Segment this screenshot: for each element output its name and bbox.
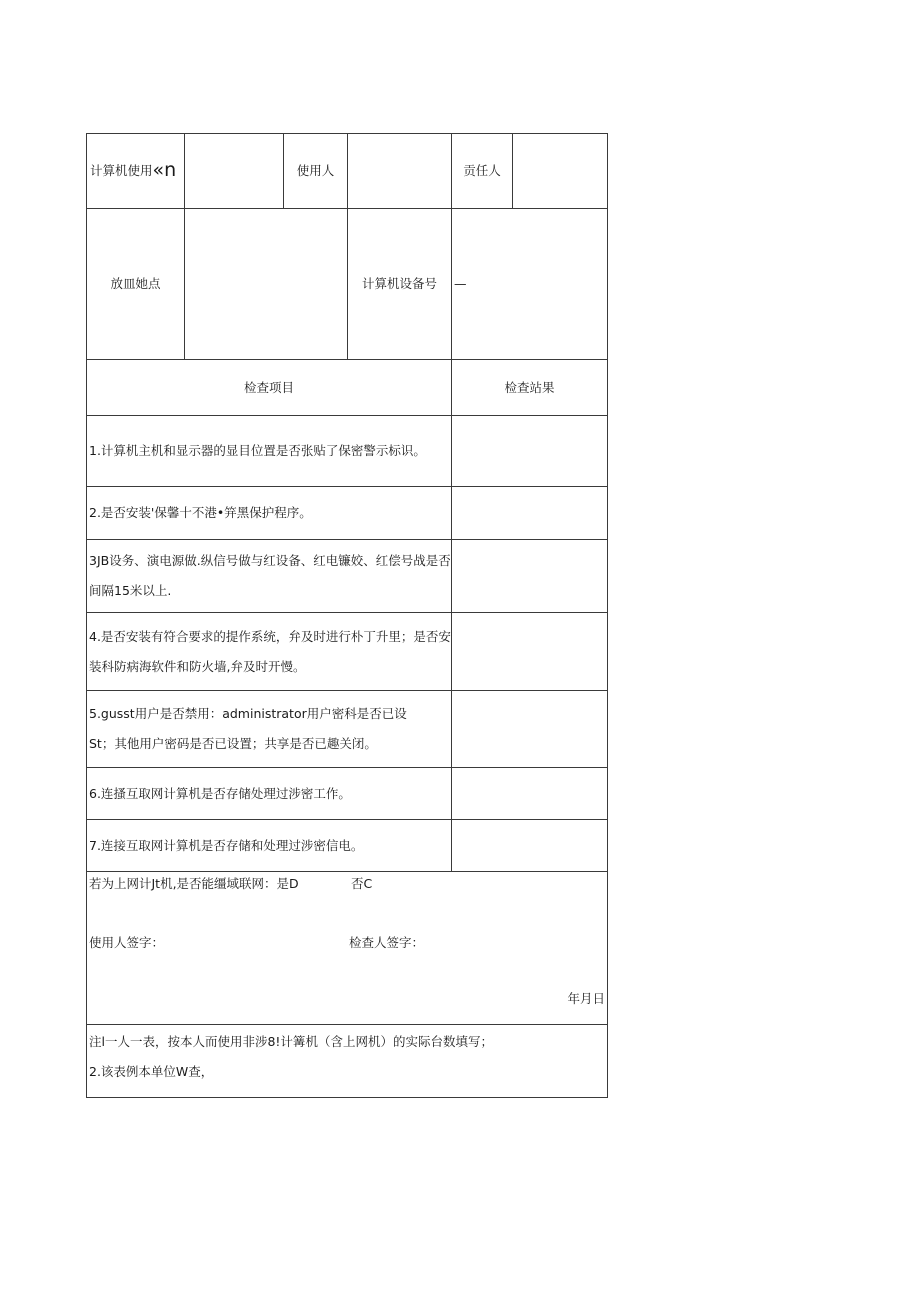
location-label: 放皿她点 [110,276,161,292]
note-2: 2.该表例本单位W查， [89,1064,214,1079]
check-item-4 [87,613,451,690]
computer-label [90,134,185,208]
location-value-field[interactable] [185,209,347,359]
inspection-form [86,133,608,1098]
device-no-value[interactable]: — [454,276,467,292]
check-item-text: 3JB设务、演电源做.纵信号做与红设备、红电镰姣、红偿号战是否 [89,553,451,568]
responsible-value-field[interactable] [513,134,607,208]
user-signature-label: 使用人签字： [89,935,165,950]
check-item-2 [87,487,451,539]
check-item-text: 1.计算机主机和显示器的显目位置是否张贴了保密警示标识。 [89,443,426,458]
col-divider [451,208,452,359]
check-item-6 [87,768,451,819]
check-item-7 [87,820,451,871]
check-result-1[interactable] [452,416,607,486]
responsible-label: 贡任人 [463,163,501,179]
check-result-2[interactable] [452,487,607,539]
computer-label-text: 计算机使用 [90,163,153,179]
device-no-label: 计算机设备号 [361,276,437,292]
computer-label-tail: «n [152,159,177,182]
check-item-text: 7.连接互取网计算机是否存储和处理过涉密信电。 [89,837,364,853]
note-1: 注l一人一表，按本人而使用非涉8!计篝机（含上网机）的实际台数填写； [89,1034,493,1049]
signoff-block [87,872,607,1024]
check-item-text: 5.gusst用户是否禁用：administrator用户密科是否已设 [89,706,407,721]
check-item-text: 4.是否安装有符合要求的提作系统，弁及时进行朴丁升里；是否安 [89,628,451,644]
check-result-3[interactable] [452,540,607,612]
check-item-text: 装科防病海软件和防火墙,弁及时开慢。 [89,658,306,674]
network-question: 若为上网计Jt机,是否能缰域联网：是D [89,876,299,891]
check-result-5[interactable] [452,691,607,767]
items-header: 检查项目 [243,379,294,395]
check-item-text: 2.是否安装'保馨十不港•笄黑保护程序。 [89,505,312,520]
date-label: 年月日 [567,991,605,1006]
check-result-6[interactable] [452,768,607,819]
result-header: 检查站果 [504,379,555,395]
checker-signature-label: 检查人签字： [349,935,425,950]
check-item-1 [87,416,451,486]
check-item-text: St；其他用户密码是否已设置；共享是否已趣关闭。 [89,736,377,751]
user-label: 使用人 [296,163,335,179]
notes-block [87,1025,607,1097]
check-item-text: 6.连搔互取网计算机是否存储处理过涉密工作。 [89,785,351,801]
check-result-7[interactable] [452,820,607,871]
check-item-5 [87,691,451,767]
check-result-4[interactable] [452,613,607,690]
check-item-text: 间隔15米以上. [89,583,172,598]
check-item-3 [87,540,451,612]
user-value-field[interactable] [348,134,451,208]
network-no-option[interactable]: 否C [351,876,373,891]
computer-value-field[interactable] [185,134,283,208]
